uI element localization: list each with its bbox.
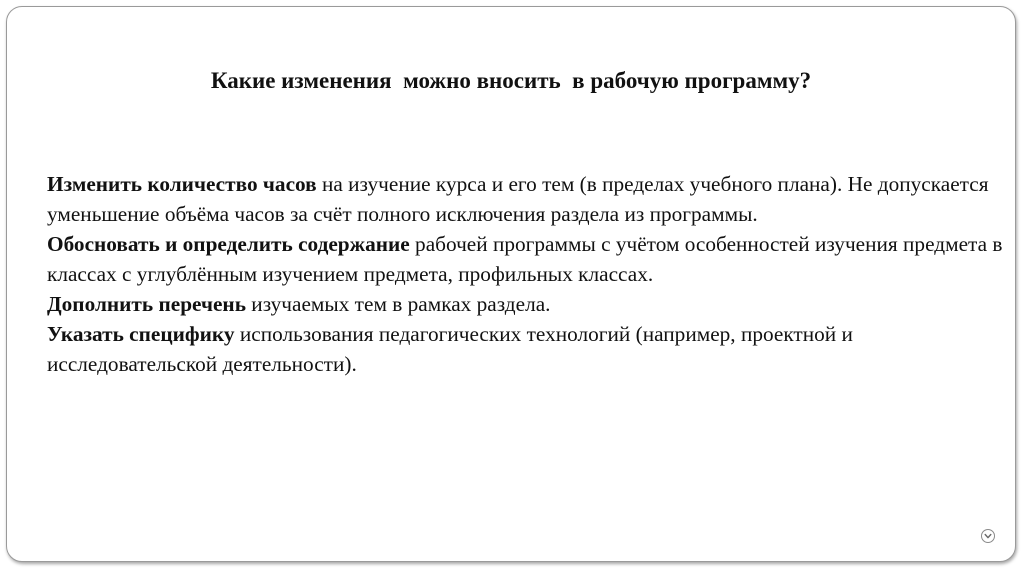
item-emphasis: Изменить количество часов — [47, 172, 317, 196]
item-text: изучаемых тем в рамках раздела. — [245, 292, 551, 316]
list-item — [47, 289, 1007, 319]
list-item — [47, 319, 1007, 379]
list-item — [47, 169, 1007, 229]
slide-title: Какие изменения можно вносить в рабочую программу? — [210, 68, 812, 93]
item-emphasis: Дополнить перечень — [47, 292, 246, 316]
item-emphasis: Указать специфику — [47, 322, 235, 346]
item-text: на изучение курса и его тем (в пределах учебного плана). Не допускается уменьшение объёма часов за счёт полного исключения раздела из программы. — [47, 172, 989, 226]
item-emphasis: Обосновать и определить содержание — [47, 232, 410, 256]
slide-body — [47, 169, 1007, 379]
slide — [6, 6, 1016, 562]
list-item — [47, 229, 1007, 289]
next-slide-arrow-icon[interactable] — [981, 529, 995, 543]
item-text: использования педагогических технологий (например, проектной и исследовательской деятельности). — [47, 322, 853, 376]
item-text: рабочей программы с учётом особенностей изучения предмета в классах с углублённым изучением предмета, профильных классах. — [47, 232, 1003, 286]
